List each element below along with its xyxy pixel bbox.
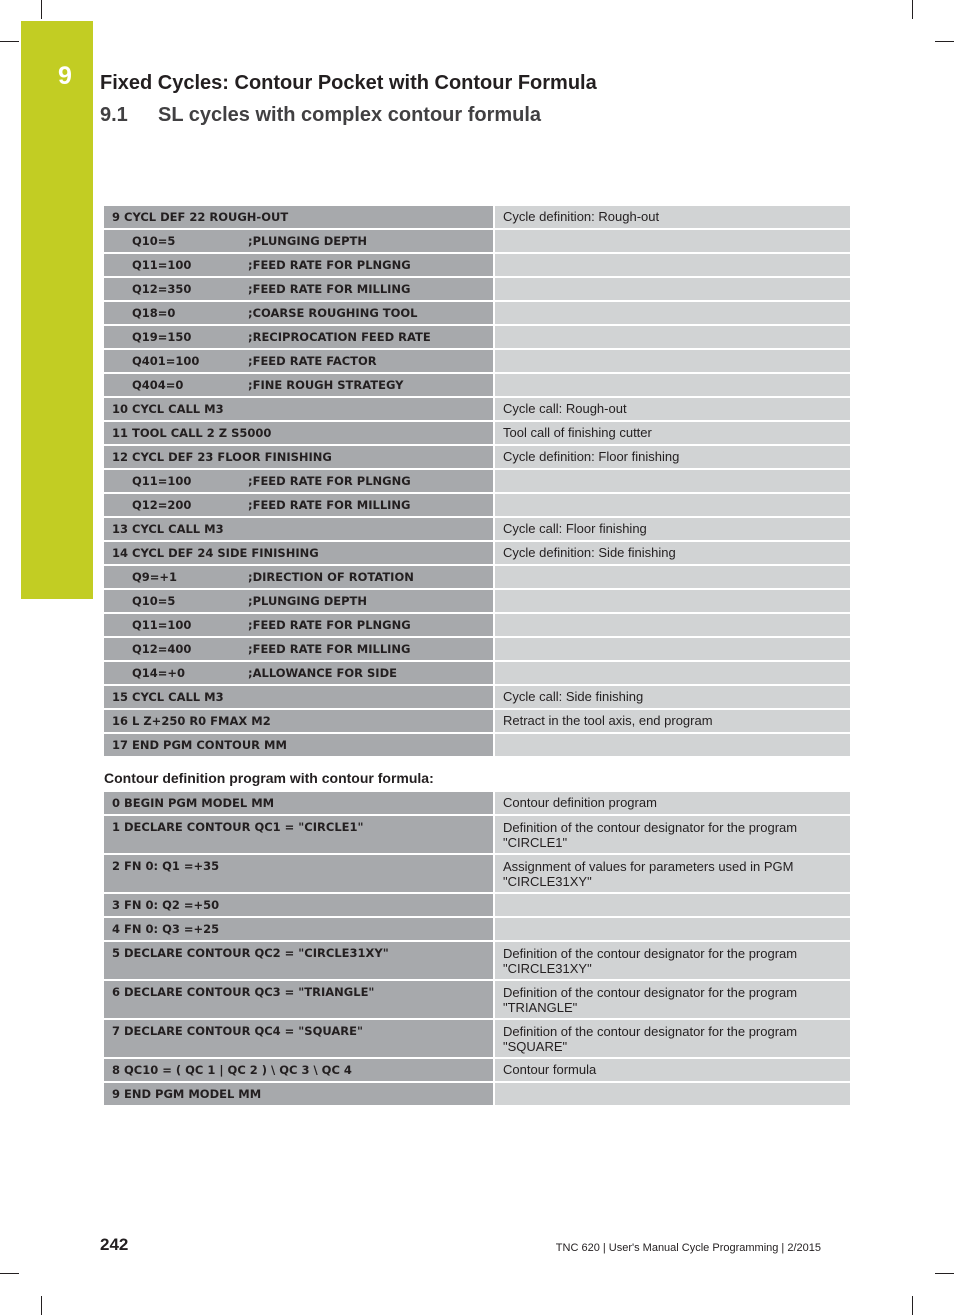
description-cell: Tool call of finishing cutter xyxy=(494,421,850,445)
table-row xyxy=(104,565,850,589)
description-cell: Cycle definition: Floor finishing xyxy=(494,445,850,469)
parameter-value: Q10=5 xyxy=(132,594,176,608)
table-row xyxy=(104,733,850,757)
parameter-comment: ;PLUNGING DEPTH xyxy=(248,234,367,248)
code-cell: 2 FN 0: Q1 =+35 xyxy=(104,854,494,893)
description-cell: Cycle call: Side finishing xyxy=(494,685,850,709)
code-cell: 3 FN 0: Q2 =+50 xyxy=(104,893,494,917)
table-row xyxy=(104,980,850,1019)
parameter-value: Q11=100 xyxy=(132,618,192,632)
crop-mark xyxy=(935,1273,954,1274)
code-cell xyxy=(104,613,494,637)
description-cell: Contour formula xyxy=(494,1058,850,1082)
parameter-value: Q12=200 xyxy=(132,498,192,512)
code-cell: 4 FN 0: Q3 =+25 xyxy=(104,917,494,941)
parameter-value: Q401=100 xyxy=(132,354,200,368)
description-cell: Cycle definition: Side finishing xyxy=(494,541,850,565)
page-number: 242 xyxy=(100,1235,129,1254)
code-cell xyxy=(104,565,494,589)
table-row xyxy=(104,445,850,469)
parameter-value: Q12=350 xyxy=(132,282,192,296)
section-number: 9.1 xyxy=(100,104,128,126)
chapter-number: 9 xyxy=(58,62,72,90)
code-cell xyxy=(104,373,494,397)
parameter-comment: ;FEED RATE FOR PLNGNG xyxy=(248,618,411,632)
description-cell xyxy=(494,589,850,613)
description-cell xyxy=(494,493,850,517)
parameter-comment: ;FEED RATE FOR PLNGNG xyxy=(248,474,411,488)
parameter-value: Q14=+0 xyxy=(132,666,186,680)
parameter-comment: ;RECIPROCATION FEED RATE xyxy=(248,330,431,344)
table-row xyxy=(104,493,850,517)
code-cell xyxy=(104,253,494,277)
table-row xyxy=(104,815,850,854)
code-cell: 8 QC10 = ( QC 1 | QC 2 ) \ QC 3 \ QC 4 xyxy=(104,1058,494,1082)
table-row xyxy=(104,253,850,277)
description-cell: Cycle definition: Rough-out xyxy=(494,206,850,229)
parameter-comment: ;FEED RATE FOR PLNGNG xyxy=(248,258,411,272)
description-cell xyxy=(494,613,850,637)
section-title xyxy=(100,104,541,127)
code-cell: 16 L Z+250 R0 FMAX M2 xyxy=(104,709,494,733)
description-cell: Cycle call: Floor finishing xyxy=(494,517,850,541)
code-cell: 14 CYCL DEF 24 SIDE FINISHING xyxy=(104,541,494,565)
table-row xyxy=(104,229,850,253)
table-row xyxy=(104,1082,850,1106)
code-cell: 6 DECLARE CONTOUR QC3 = "TRIANGLE" xyxy=(104,980,494,1019)
description-cell xyxy=(494,325,850,349)
code-cell: 11 TOOL CALL 2 Z S5000 xyxy=(104,421,494,445)
table-row xyxy=(104,941,850,980)
description-cell xyxy=(494,661,850,685)
code-cell: 17 END PGM CONTOUR MM xyxy=(104,733,494,757)
code-cell xyxy=(104,637,494,661)
parameter-value: Q10=5 xyxy=(132,234,176,248)
parameter-comment: ;FINE ROUGH STRATEGY xyxy=(248,378,404,392)
table-row xyxy=(104,589,850,613)
table-row xyxy=(104,541,850,565)
code-cell xyxy=(104,469,494,493)
table-row xyxy=(104,397,850,421)
parameter-comment: ;FEED RATE FOR MILLING xyxy=(248,642,411,656)
description-cell: Definition of the contour designator for the program "SQUARE" xyxy=(494,1019,850,1058)
code-cell: 9 END PGM MODEL MM xyxy=(104,1082,494,1106)
description-cell xyxy=(494,1082,850,1106)
parameter-value: Q12=400 xyxy=(132,642,192,656)
code-cell xyxy=(104,589,494,613)
parameter-comment: ;PLUNGING DEPTH xyxy=(248,594,367,608)
table-row xyxy=(104,917,850,941)
table-row xyxy=(104,661,850,685)
code-cell xyxy=(104,301,494,325)
description-cell: Definition of the contour designator for the program "CIRCLE31XY" xyxy=(494,941,850,980)
table-row xyxy=(104,613,850,637)
parameter-value: Q11=100 xyxy=(132,258,192,272)
table-row xyxy=(104,685,850,709)
crop-mark xyxy=(935,41,954,42)
description-cell xyxy=(494,301,850,325)
table-row xyxy=(104,854,850,893)
parameter-comment: ;FEED RATE FOR MILLING xyxy=(248,282,411,296)
table-row xyxy=(104,373,850,397)
code-cell: 9 CYCL DEF 22 ROUGH-OUT xyxy=(104,206,494,229)
parameter-value: Q9=+1 xyxy=(132,570,178,584)
parameter-value: Q11=100 xyxy=(132,474,192,488)
description-cell xyxy=(494,373,850,397)
table-row xyxy=(104,349,850,373)
code-cell: 5 DECLARE CONTOUR QC2 = "CIRCLE31XY" xyxy=(104,941,494,980)
table-row xyxy=(104,206,850,229)
parameter-value: Q404=0 xyxy=(132,378,184,392)
chapter-title: Fixed Cycles: Contour Pocket with Contour Formula xyxy=(100,72,597,94)
program-table xyxy=(104,206,850,758)
parameter-value: Q19=150 xyxy=(132,330,192,344)
description-cell xyxy=(494,253,850,277)
description-cell: Definition of the contour designator for the program "CIRCLE1" xyxy=(494,815,850,854)
chapter-tab xyxy=(21,21,93,599)
description-cell xyxy=(494,917,850,941)
code-cell: 7 DECLARE CONTOUR QC4 = "SQUARE" xyxy=(104,1019,494,1058)
description-cell: Definition of the contour designator for the program "TRIANGLE" xyxy=(494,980,850,1019)
contour-formula-table xyxy=(104,792,850,1107)
crop-mark xyxy=(912,0,913,19)
table-row xyxy=(104,1019,850,1058)
parameter-comment: ;FEED RATE FOR MILLING xyxy=(248,498,411,512)
description-cell xyxy=(494,349,850,373)
code-cell xyxy=(104,325,494,349)
code-cell: 10 CYCL CALL M3 xyxy=(104,397,494,421)
code-cell: 1 DECLARE CONTOUR QC1 = "CIRCLE1" xyxy=(104,815,494,854)
description-cell: Retract in the tool axis, end program xyxy=(494,709,850,733)
crop-mark xyxy=(41,0,42,19)
description-cell xyxy=(494,277,850,301)
description-cell xyxy=(494,469,850,493)
crop-mark xyxy=(0,41,19,42)
code-cell xyxy=(104,493,494,517)
code-cell: 15 CYCL CALL M3 xyxy=(104,685,494,709)
table-row xyxy=(104,1058,850,1082)
table-row xyxy=(104,893,850,917)
description-cell: Contour definition program xyxy=(494,792,850,815)
contour-subheading: Contour definition program with contour formula: xyxy=(104,770,434,786)
description-cell xyxy=(494,733,850,757)
table-row xyxy=(104,469,850,493)
description-cell xyxy=(494,893,850,917)
table-row xyxy=(104,517,850,541)
table-row xyxy=(104,792,850,815)
table-row xyxy=(104,277,850,301)
description-cell xyxy=(494,637,850,661)
description-cell: Assignment of values for parameters used in PGM "CIRCLE31XY" xyxy=(494,854,850,893)
table-row xyxy=(104,637,850,661)
table-row xyxy=(104,325,850,349)
section-title-text: SL cycles with complex contour formula xyxy=(158,104,542,126)
table-row xyxy=(104,421,850,445)
parameter-comment: ;FEED RATE FACTOR xyxy=(248,354,377,368)
code-cell xyxy=(104,661,494,685)
code-cell xyxy=(104,277,494,301)
crop-mark xyxy=(912,1296,913,1315)
table-row xyxy=(104,301,850,325)
footer-text: TNC 620 | User's Manual Cycle Programming | 2/2015 xyxy=(555,1242,821,1254)
parameter-comment: ;DIRECTION OF ROTATION xyxy=(248,570,414,584)
description-cell xyxy=(494,565,850,589)
crop-mark xyxy=(0,1273,19,1274)
parameter-comment: ;ALLOWANCE FOR SIDE xyxy=(248,666,397,680)
parameter-comment: ;COARSE ROUGHING TOOL xyxy=(248,306,418,320)
table-row xyxy=(104,709,850,733)
code-cell: 13 CYCL CALL M3 xyxy=(104,517,494,541)
parameter-value: Q18=0 xyxy=(132,306,176,320)
description-cell xyxy=(494,229,850,253)
crop-mark xyxy=(41,1296,42,1315)
code-cell xyxy=(104,229,494,253)
description-cell: Cycle call: Rough-out xyxy=(494,397,850,421)
code-cell: 12 CYCL DEF 23 FLOOR FINISHING xyxy=(104,445,494,469)
code-cell: 0 BEGIN PGM MODEL MM xyxy=(104,792,494,815)
code-cell xyxy=(104,349,494,373)
